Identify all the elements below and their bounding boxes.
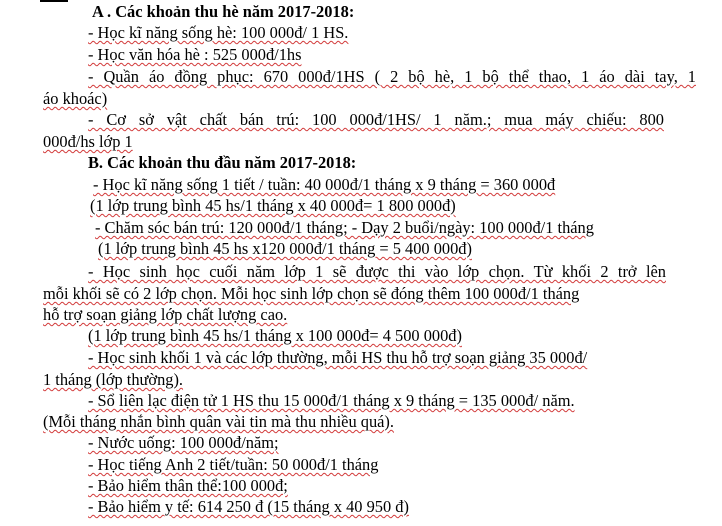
section-b-line: - Nước uống: 100 000đ/năm;: [88, 433, 279, 452]
section-b-line: - Học sinh học cuối năm lớp 1 sẽ được thi vào lớp chọn. Từ khối 2 trở lên: [88, 262, 666, 281]
section-b-line: (1 lớp trung bình 45 hs/1 tháng x 40 000đ= 1 800 000đ): [90, 196, 456, 215]
section-b-line: - Bảo hiểm thân thể:100 000đ;: [88, 476, 288, 495]
section-a-item: - Quần áo đồng phục: 670 000đ/1HS ( 2 bộ hè, 1 bộ thể thao, 1 áo dài tay, 1: [88, 67, 696, 86]
section-a-item: - Cơ sở vật chất bán trú: 100 000đ/1HS/ 1 năm.; mua máy chiếu: 800: [88, 110, 664, 129]
section-a-item: - Học văn hóa hè : 525 000đ/1hs: [88, 45, 302, 64]
section-b-line: - Chăm sóc bán trú: 120 000đ/1 tháng; - Dạy 2 buổi/ngày: 100 000đ/1 tháng: [95, 218, 594, 237]
section-b-line: - Học kĩ năng sống 1 tiết / tuần: 40 000đ/1 tháng x 9 tháng = 360 000đ: [93, 175, 556, 194]
section-b-heading: B. Các khoản thu đầu năm 2017-2018:: [88, 153, 357, 172]
section-b-line: - Học tiếng Anh 2 tiết/tuần: 50 000đ/1 tháng: [88, 455, 379, 474]
section-a-heading: A . Các khoản thu hè năm 2017-2018:: [92, 2, 355, 21]
section-b-line: - Bảo hiểm y tế: 614 250 đ (15 tháng x 40 950 đ): [88, 497, 409, 516]
section-b-line: 1 tháng (lớp thường).: [43, 370, 184, 389]
section-b-line: (Mỗi tháng nhắn bình quân vài tin mà thu nhiều quá).: [43, 412, 394, 431]
section-b-line: mỗi khối sẽ có 2 lớp chọn. Mỗi học sinh lớp chọn sẽ đóng thêm 100 000đ/1 tháng: [43, 284, 580, 303]
section-a-item-cont: áo khoác): [43, 89, 108, 108]
section-b-line: - Học sinh khối 1 và các lớp thường, mỗi HS thu hỗ trợ soạn giảng 35 000đ/: [88, 348, 588, 367]
section-b-line: - Sổ liên lạc điện tử 1 HS thu 15 000đ/1 tháng x 9 tháng = 135 000đ/ năm.: [88, 391, 575, 410]
section-b-line: (1 lớp trung bình 45 hs/1 tháng x 100 000đ= 4 500 000đ): [88, 326, 462, 345]
section-b-line: hỗ trợ soạn giảng lớp chất lượng cao.: [43, 305, 288, 324]
section-a-item-cont: 000đ/hs lớp 1: [43, 132, 133, 151]
section-a-item: - Học kĩ năng sống hè: 100 000đ/ 1 HS.: [88, 23, 349, 42]
top-rule: [40, 0, 68, 2]
section-b-line: (1 lớp trung bình 45 hs x120 000đ/1 tháng = 5 400 000đ): [98, 239, 472, 258]
